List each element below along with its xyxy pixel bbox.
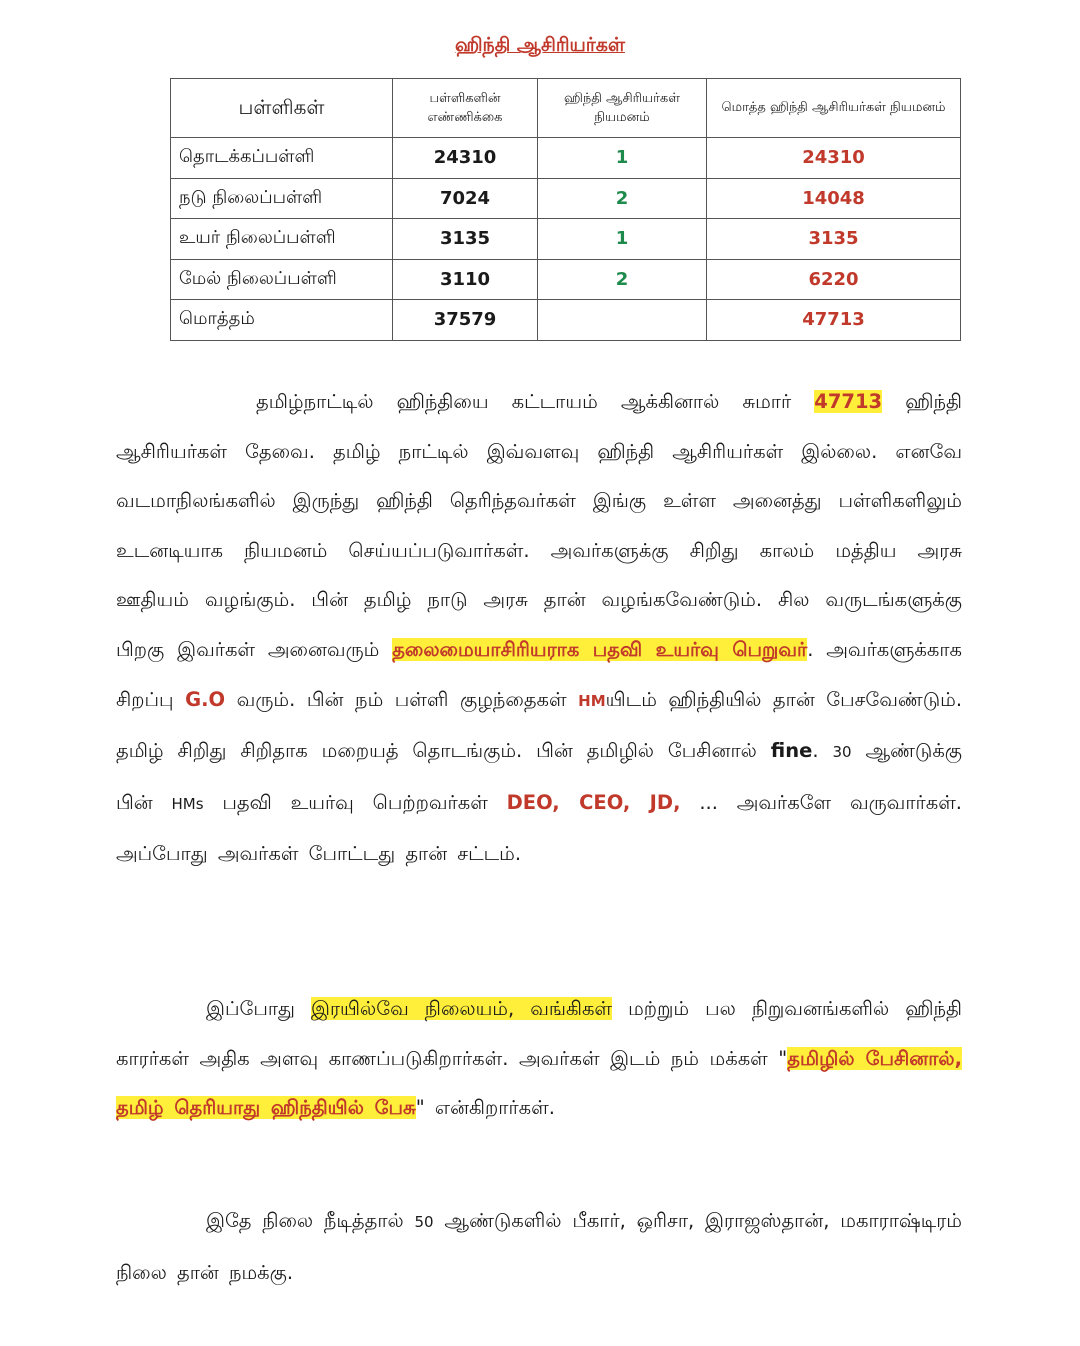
paragraph-3 — [116, 1196, 962, 1297]
para2-text-3: " என்கிறார்கள். — [415, 1096, 555, 1120]
cell-count: 24310 — [393, 138, 538, 179]
table-row — [171, 219, 961, 260]
table-header-row — [171, 79, 961, 138]
para2-highlight-railway: இரயில்வே நிலையம், வங்கிகள் — [311, 997, 613, 1020]
para1-text-7: ... அவர்களே வருவார்கள். அப்போது அவர்கள் போட்டது தான் சட்டம். — [116, 790, 962, 866]
para1-go: G.O — [185, 687, 226, 711]
cell-count: 37579 — [393, 300, 538, 341]
table-row — [171, 259, 961, 300]
para1-text-2: ஹிந்தி ஆசிரியர்கள் தேவை. தமிழ் நாட்டில் இவ்வளவு ஹிந்தி ஆசிரியர்கள் இல்லை. எனவே வடமாநிலங்களில் இருந்து ஹிந்தி தெரிந்தவர்கள் இங்கு உள்ள அனைத்து பள்ளிகளிலும் உடனடியாக நியமனம் செய்யப்படுவார்கள். அவர்களுக்கு சிறிது காலம் மத்திய அரசு ஊதியம் வழங்கும். பின் தமிழ் நாடு அரசு தான் வழங்கவேண்டும். சில வருடங்களுக்கு பிறகு இவர்கள் அனைவரும் — [116, 390, 963, 661]
para1-text-6c: பதவி உயர்வு பெற்றவர்கள் — [222, 790, 488, 814]
para1-text-6a: . — [812, 739, 819, 763]
cell-total: 3135 — [707, 219, 961, 260]
cell-school: நடு நிலைப்பள்ளி — [171, 178, 393, 219]
table-total-row — [171, 300, 961, 341]
para1-text-6b: ஆண்டுக்கு பின் — [116, 739, 963, 814]
table-row — [171, 138, 961, 179]
cell-total: 14048 — [707, 178, 961, 219]
para1-years-30: 30 — [832, 743, 852, 762]
table-row — [171, 178, 961, 219]
para3-text-2: ஆண்டுகளில் பீகார், ஒரிசா, இராஜஸ்தான், மகாராஷ்டிரம் நிலை தான் நமக்கு. — [116, 1209, 962, 1284]
cell-school: தொடக்கப்பள்ளி — [171, 138, 393, 179]
cell-count: 7024 — [393, 178, 538, 219]
para1-hms: HMs — [171, 794, 204, 813]
header-total-teachers: மொத்த ஹிந்தி ஆசிரியர்கள் நியமனம் — [707, 79, 961, 138]
document-title: ஹிந்தி ஆசிரியர்கள் — [454, 34, 626, 56]
para1-text-3: . அவர்களுக்காக சிறப்பு — [116, 637, 962, 711]
cell-school: மேல் நிலைப்பள்ளி — [171, 259, 393, 300]
para3-years-50: 50 — [414, 1213, 434, 1231]
cell-total: 24310 — [707, 138, 961, 179]
para1-text-4: வரும். பின் நம் பள்ளி குழந்தைகள் — [236, 687, 567, 711]
cell-count: 3135 — [393, 219, 538, 260]
cell-school: உயர் நிலைப்பள்ளி — [171, 219, 393, 260]
para1-hm: HM — [578, 691, 606, 710]
hindi-teachers-table — [170, 78, 961, 341]
cell-total: 47713 — [707, 300, 961, 341]
cell-per-school: 2 — [538, 178, 707, 219]
para2-text-2: மற்றும் பல நிறுவனங்களில் ஹிந்தி காரர்கள் அதிக அளவு காணப்படுகிறார்கள். அவர்கள் இடம் நம் மக்கள் " — [116, 997, 963, 1070]
para2-highlight-quote: தமிழில் பேசினால், தமிழ் தெரியாது ஹிந்தியில் பேசு — [116, 1046, 962, 1120]
para2-text-1: இப்போது — [206, 997, 295, 1020]
cell-school: மொத்தம் — [171, 300, 393, 341]
para3-text-1: இதே நிலை நீடித்தால் — [206, 1209, 404, 1232]
paragraph-1 — [116, 377, 962, 879]
para1-text-5: யிடம் ஹிந்தியில் தான் பேசவேண்டும். தமிழ் சிறிது சிறிதாக மறையத் தொடங்கும். பின் தமிழில் பேசினால் — [116, 687, 963, 763]
cell-per-school: 2 — [538, 259, 707, 300]
cell-per-school — [538, 300, 707, 341]
paragraph-2 — [116, 984, 962, 1133]
para1-text-1: தமிழ்நாட்டில் ஹிந்தியை கட்டாயம் ஆக்கினால் சுமார் — [256, 390, 792, 413]
header-teacher-per-school: ஹிந்தி ஆசிரியர்கள் நியமனம் — [538, 79, 707, 138]
para1-officers: DEO, CEO, JD, — [506, 790, 681, 814]
cell-count: 3110 — [393, 259, 538, 300]
para1-highlight-promotion: தலைமையாசிரியராக பதவி உயர்வு பெறுவர் — [392, 637, 808, 661]
header-schools: பள்ளிகள் — [171, 79, 393, 138]
para1-total-number: 47713 — [814, 390, 883, 413]
cell-total: 6220 — [707, 259, 961, 300]
para1-fine: fine — [770, 739, 813, 763]
cell-per-school: 1 — [538, 138, 707, 179]
cell-per-school: 1 — [538, 219, 707, 260]
header-school-count: பள்ளிகளின் எண்ணிக்கை — [393, 79, 538, 138]
